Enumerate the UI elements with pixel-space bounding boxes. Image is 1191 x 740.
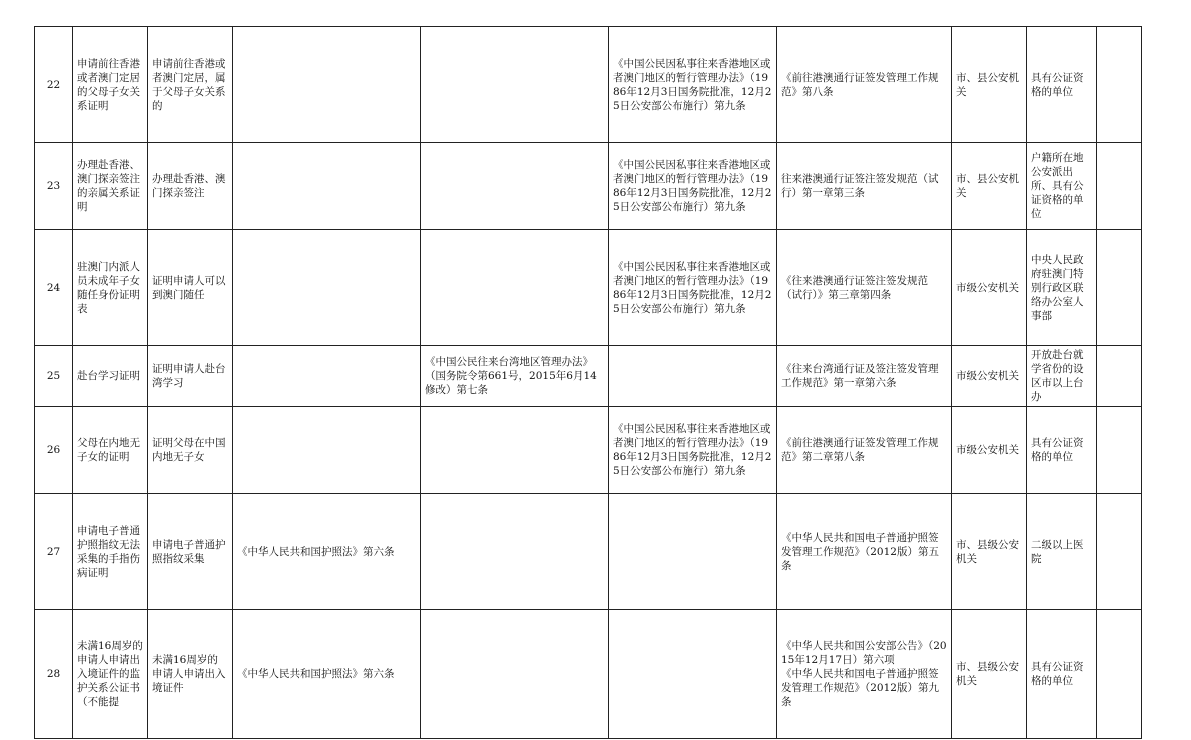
admin-regulation-basis-cell	[421, 27, 609, 143]
law-basis-cell	[233, 143, 421, 230]
purpose-cell: 证明父母在中国内地无子女	[148, 407, 233, 494]
dept-rule-basis-cell: 《中华人民共和国电子普通护照签发管理工作规范》（2012版）第五条	[777, 494, 952, 610]
issuing-unit-cell: 具有公证资格的单位	[1027, 610, 1097, 739]
handling-agency-cell: 市、县公安机关	[952, 143, 1027, 230]
note-cell	[1097, 610, 1142, 739]
law-basis-cell	[233, 230, 421, 346]
admin-regulation-basis-cell	[421, 143, 609, 230]
dept-rule-basis-cell: 《往来台湾通行证及签注签发管理工作规范》第一章第六条	[777, 346, 952, 407]
table-row	[35, 610, 1142, 739]
law-basis-cell	[233, 27, 421, 143]
item-name-cell: 父母在内地无子女的证明	[73, 407, 148, 494]
table-row	[35, 143, 1142, 230]
law-basis-cell	[233, 346, 421, 407]
issuing-unit-cell: 中央人民政府驻澳门特别行政区联络办公室人事部	[1027, 230, 1097, 346]
admin-regulation-basis-cell	[421, 230, 609, 346]
item-name-cell: 驻澳门内派人员未成年子女随任身份证明表	[73, 230, 148, 346]
table-body	[35, 27, 1142, 739]
issuing-unit-cell: 具有公证资格的单位	[1027, 407, 1097, 494]
row-number-cell: 28	[35, 610, 73, 739]
state-council-basis-cell	[609, 346, 777, 407]
issuing-unit-cell: 户籍所在地公安派出所、具有公证资格的单位	[1027, 143, 1097, 230]
handling-agency-cell: 市、县级公安机关	[952, 494, 1027, 610]
admin-regulation-basis-cell: 《中国公民往来台湾地区管理办法》（国务院令第661号，2015年6月14修改）第七条	[421, 346, 609, 407]
purpose-cell: 证明申请人赴台湾学习	[148, 346, 233, 407]
issuing-unit-cell: 二级以上医院	[1027, 494, 1097, 610]
purpose-cell: 申请电子普通护照指纹采集	[148, 494, 233, 610]
handling-agency-cell: 市、县公安机关	[952, 27, 1027, 143]
issuing-unit-cell: 具有公证资格的单位	[1027, 27, 1097, 143]
issuing-unit-cell: 开放赴台就学省份的设区市以上台办	[1027, 346, 1097, 407]
law-basis-cell	[233, 407, 421, 494]
purpose-cell: 办理赴香港、澳门探亲签注	[148, 143, 233, 230]
handling-agency-cell: 市、县级公安机关	[952, 610, 1027, 739]
state-council-basis-cell: 《中国公民因私事往来香港地区或者澳门地区的暂行管理办法》（1986年12月3日国务院批准，12月25日公安部公布施行）第九条	[609, 230, 777, 346]
item-name-cell: 办理赴香港、澳门探亲签注的亲属关系证明	[73, 143, 148, 230]
handling-agency-cell: 市级公安机关	[952, 346, 1027, 407]
state-council-basis-cell: 《中国公民因私事往来香港地区或者澳门地区的暂行管理办法》（1986年12月3日国务院批准，12月25日公安部公布施行）第九条	[609, 27, 777, 143]
dept-rule-basis-cell: 《往来港澳通行证签注签发规范（试行）》第三章第四条	[777, 230, 952, 346]
state-council-basis-cell	[609, 610, 777, 739]
purpose-cell: 申请前往香港或者澳门定居，属于父母子女关系的	[148, 27, 233, 143]
state-council-basis-cell: 《中国公民因私事往来香港地区或者澳门地区的暂行管理办法》（1986年12月3日国务院批准，12月25日公安部公布施行）第九条	[609, 143, 777, 230]
note-cell	[1097, 230, 1142, 346]
note-cell	[1097, 346, 1142, 407]
table-row	[35, 27, 1142, 143]
row-number-cell: 24	[35, 230, 73, 346]
row-number-cell: 26	[35, 407, 73, 494]
admin-regulation-basis-cell	[421, 610, 609, 739]
item-name-cell: 申请电子普通护照指纹无法采集的手指伤病证明	[73, 494, 148, 610]
state-council-basis-cell: 《中国公民因私事往来香港地区或者澳门地区的暂行管理办法》（1986年12月3日国务院批准，12月25日公安部公布施行）第九条	[609, 407, 777, 494]
row-number-cell: 22	[35, 27, 73, 143]
admin-regulation-basis-cell	[421, 407, 609, 494]
item-name-cell: 申请前往香港或者澳门定居的父母子女关系证明	[73, 27, 148, 143]
table-row	[35, 494, 1142, 610]
note-cell	[1097, 27, 1142, 143]
note-cell	[1097, 407, 1142, 494]
item-name-cell: 未满16周岁的申请人申请出入境证件的监护关系公证书（不能提	[73, 610, 148, 739]
row-number-cell: 23	[35, 143, 73, 230]
state-council-basis-cell	[609, 494, 777, 610]
table-row	[35, 230, 1142, 346]
law-basis-cell: 《中华人民共和国护照法》第六条	[233, 610, 421, 739]
note-cell	[1097, 494, 1142, 610]
item-name-cell: 赴台学习证明	[73, 346, 148, 407]
dept-rule-basis-cell: 《前往港澳通行证签发管理工作规范》第二章第八条	[777, 407, 952, 494]
handling-agency-cell: 市级公安机关	[952, 407, 1027, 494]
dept-rule-basis-cell: 往来港澳通行证签注签发规范（试行）第一章第三条	[777, 143, 952, 230]
note-cell	[1097, 143, 1142, 230]
purpose-cell: 未满16周岁的申请人申请出入境证件	[148, 610, 233, 739]
law-basis-cell: 《中华人民共和国护照法》第六条	[233, 494, 421, 610]
admin-regulation-basis-cell	[421, 494, 609, 610]
row-number-cell: 27	[35, 494, 73, 610]
certificate-table	[34, 26, 1142, 739]
row-number-cell: 25	[35, 346, 73, 407]
table-row	[35, 407, 1142, 494]
dept-rule-basis-cell: 《中华人民共和国公安部公告》（2015年12月17日）第六项 《中华人民共和国电子普通护照签发管理工作规范》（2012版）第九条	[777, 610, 952, 739]
dept-rule-basis-cell: 《前往港澳通行证签发管理工作规范》第八条	[777, 27, 952, 143]
table-row	[35, 346, 1142, 407]
handling-agency-cell: 市级公安机关	[952, 230, 1027, 346]
purpose-cell: 证明申请人可以到澳门随任	[148, 230, 233, 346]
